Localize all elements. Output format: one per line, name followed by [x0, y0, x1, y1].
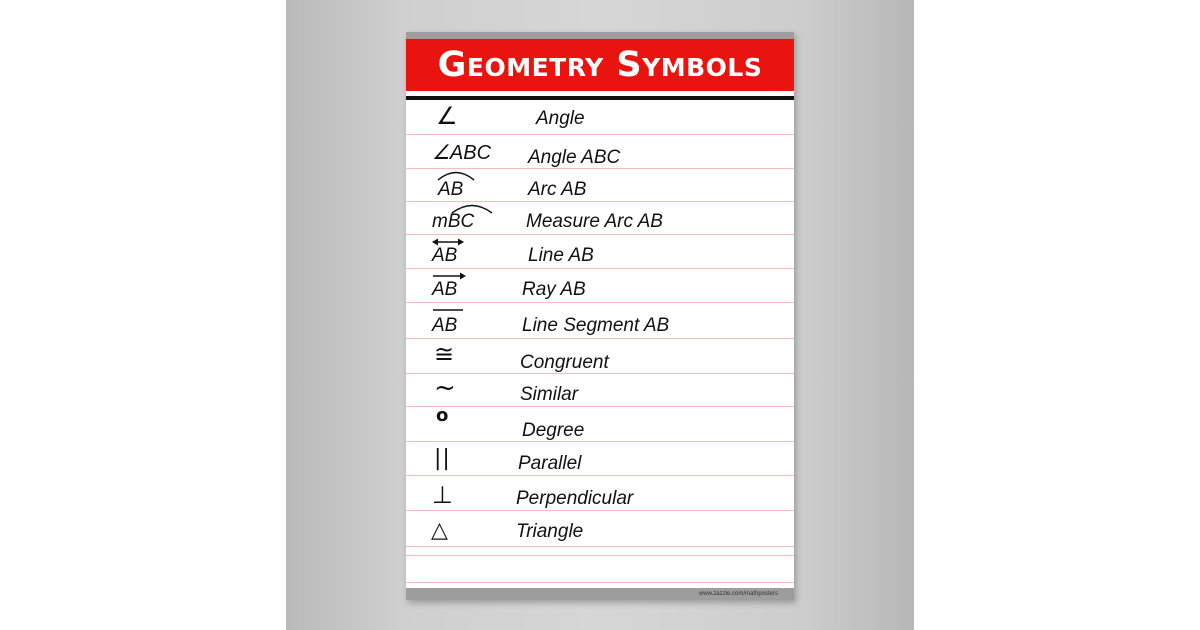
poster	[406, 32, 794, 600]
measure-arc-label: Measure Arc AB	[526, 211, 663, 232]
degree-label: Degree	[522, 420, 585, 441]
symbol-row-ray	[406, 269, 794, 303]
congruent-symbol: ≅	[434, 340, 455, 368]
perpendicular-label: Perpendicular	[516, 488, 634, 509]
similar-label: Similar	[520, 384, 579, 405]
poster-top-band	[406, 32, 794, 39]
credit-url: www.zazzle.com/mathposters	[698, 591, 778, 597]
symbol-row-triangle	[406, 511, 794, 547]
ray-symbol: AB	[432, 279, 458, 300]
arc-symbol: AB	[438, 179, 464, 200]
perpendicular-symbol: ⊥	[432, 481, 453, 509]
segment-label: Line Segment AB	[522, 315, 670, 336]
symbol-row-segment	[406, 303, 794, 339]
poster-title: Geometry Symbols	[437, 45, 763, 85]
similar-symbol: ~	[434, 373, 456, 403]
measure-arc-symbol: mBC	[432, 211, 475, 232]
symbol-row-angle-abc	[406, 135, 794, 169]
blank-ruled-line	[406, 547, 794, 556]
symbol-row-parallel	[406, 442, 794, 476]
segment-symbol: AB	[432, 315, 458, 336]
line-symbol: AB	[432, 245, 458, 266]
angle-abc-symbol: ∠ABC	[432, 142, 492, 164]
congruent-label: Congruent	[520, 352, 609, 373]
arc-label: Arc AB	[528, 179, 587, 200]
overline-icon	[432, 308, 464, 312]
symbol-row-congruent	[406, 339, 794, 374]
degree-symbol: o	[436, 405, 449, 426]
symbol-row-perpendicular	[406, 476, 794, 511]
parallel-label: Parallel	[518, 453, 582, 474]
angle-abc-label: Angle ABC	[528, 147, 621, 168]
symbol-row-angle	[406, 100, 794, 135]
blank-ruled-line	[406, 556, 794, 583]
title-banner	[406, 39, 794, 91]
triangle-symbol: △	[431, 518, 448, 543]
symbol-row-arc	[406, 169, 794, 202]
angle-label: Angle	[536, 108, 585, 129]
symbol-row-degree	[406, 407, 794, 442]
line-label: Line AB	[528, 245, 594, 266]
triangle-label: Triangle	[516, 521, 584, 542]
symbol-row-similar	[406, 374, 794, 407]
ray-label: Ray AB	[522, 279, 586, 300]
symbol-row-line	[406, 235, 794, 269]
parallel-symbol: ||	[434, 446, 451, 471]
symbol-row-measure-arc	[406, 202, 794, 235]
angle-symbol: ∠	[436, 102, 458, 130]
